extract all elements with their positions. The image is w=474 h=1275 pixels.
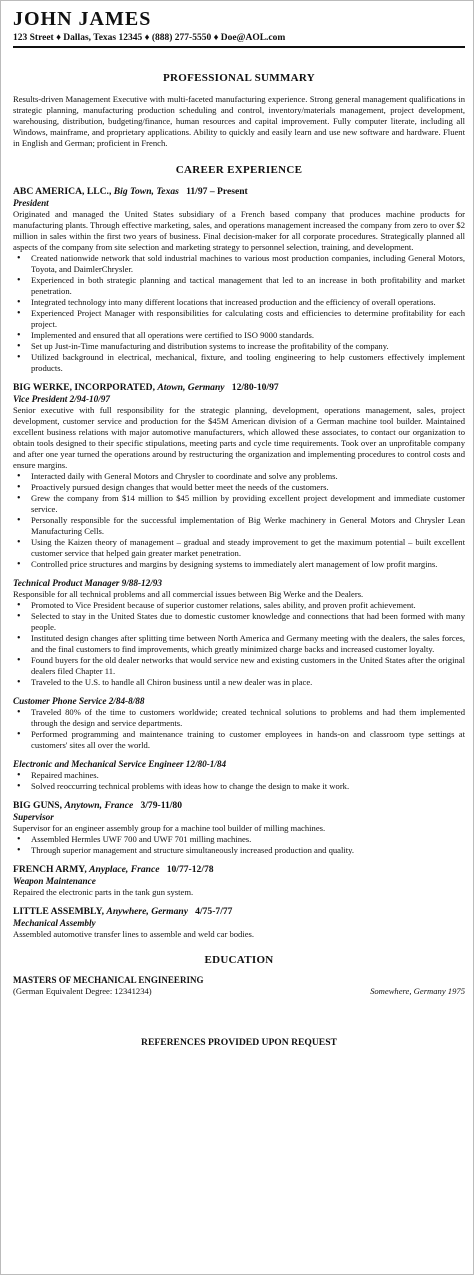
list-item: • Implemented and ensured that all operations were certified to ISO 9000 standards. [31,330,465,341]
list-item: • Traveled 80% of the time to customers worldwide; created technical solutions to problems and had them implemented through the design and service departments. [31,707,465,729]
sub-role-service-engineer: Electronic and Mechanical Service Engineer 12/80-1/84 [13,759,227,769]
job-location: Anytown, France [64,800,134,811]
list-item: • Performed programming and maintenance training to customer employees in hands-on and classroom type settings at customers' sites all over the world. [31,729,465,751]
job-header [13,382,465,394]
education-heading: EDUCATION [204,954,274,966]
job-french-army [13,864,465,898]
job-big-guns [13,800,465,856]
list-item: • Promoted to Vice President because of superior customer relations, sales ability, and proven profit achievement. [31,600,465,611]
list-item: • Created nationwide network that sold industrial machines to various most production companies, including General Motors, Toyota, and DaimlerChrysler. [31,253,465,275]
job-dates: 11/97 – Present [186,186,248,197]
sub-role-bullets [13,707,465,751]
degree-equivalent: (German Equivalent Degree: 12341234) [13,986,152,996]
job-location: Anyplace, France [89,864,160,875]
job-role: Weapon Maintenance [13,876,96,886]
job-header [13,864,465,876]
degree-name: MASTERS OF MECHANICAL ENGINEERING [13,975,204,985]
list-item: • Integrated technology into many different locations that increased production and the efficiency of overall operations. [31,297,465,308]
list-item: • Interacted daily with General Motors and Chrysler to coordinate and solve any problems. [31,471,465,482]
references-note: REFERENCES PROVIDED UPON REQUEST [141,1037,337,1048]
sub-role-description: Responsible for all technical problems and all commercial issues between Big Werke and the Dealers. [13,589,364,599]
job-bullets [13,471,465,570]
list-item: • Solved reoccurring technical problems with ideas how to change the design to make it work. [31,781,465,792]
job-header [13,186,465,198]
list-item: • Controlled price structures and margins by designing systems to immediately alert management of low profit margins. [31,559,465,570]
list-item: • Instituted design changes after splitting time between North America and Germany meeting with the dealers, the sales forces, and the final customers to find improvements, which greatly minimized charge backs and increased customer loyalty. [31,633,465,655]
job-location: Big Town, Texas [113,186,179,197]
company-name: LITTLE ASSEMBLY, [13,906,105,917]
job-description: Originated and managed the United States subsidiary of a French based company that produces machine products for manufacturing plants. Through effective marketing, sales, and operations management increased the company from zero to over $2 million in sales within the first two years of business. Final decision-maker for all corporate procedures. Strategically planned all aspects of the company from site selection and marketing strategy to personnel selection, training, and development. [13,209,465,252]
job-description: Repaired the electronic parts in the tank gun system. [13,887,194,897]
job-role: President [13,198,49,208]
sub-role-bullets [13,770,465,792]
summary-heading: PROFESSIONAL SUMMARY [163,72,315,84]
sub-role-bullets [13,600,465,688]
job-abc-america [13,186,465,374]
job-dates: 10/77-12/78 [166,864,214,875]
job-description: Assembled automotive transfer lines to assemble and weld car bodies. [13,929,255,939]
list-item: • Experienced Project Manager with responsibilities for calculating costs and efficiencies to determine profitability for each project. [31,308,465,330]
contact-line: 123 Street ♦ Dallas, Texas 12345 ♦ (888) 277-5550 ♦ Doe@AOL.com [13,32,465,48]
company-name: BIG WERKE, INCORPORATED, [13,382,155,393]
candidate-name: JOHN JAMES [13,8,152,30]
job-description: Supervisor for an engineer assembly group for a machine tool builder of milling machines. [13,823,326,833]
company-name: FRENCH ARMY, [13,864,87,875]
resume-content [13,7,465,1048]
experience-heading: CAREER EXPERIENCE [175,164,303,176]
job-bullets [13,834,465,856]
job-role: Vice President 2/94-10/97 [13,394,110,404]
list-item: • Personally responsible for the successful implementation of Big Werke machinery in General Motors and Chrysler Lean Manufacturing Cells. [31,515,465,537]
sub-role-technical-product-manager: Technical Product Manager 9/88-12/93 [13,578,162,588]
degree-place-year: Somewhere, Germany 1975 [370,986,465,996]
list-item: • Through superior management and structure simultaneously increased production and quality. [31,845,465,856]
list-item: • Experienced in both strategic planning and tactical management that led to an increase in both profitability and market penetration. [31,275,465,297]
list-item: • Traveled to the U.S. to handle all Chiron business until a new dealer was in place. [31,677,465,688]
job-location: Atown, Germany [157,382,225,393]
job-dates: 12/80-10/97 [231,382,279,393]
company-name: BIG GUNS, [13,800,63,811]
job-header [13,800,465,812]
job-role: Mechanical Assembly [13,918,96,928]
job-big-werke [13,382,465,792]
list-item: • Assembled Hermles UWF 700 and UWF 701 milling machines. [31,834,465,845]
list-item: • Proactively pursued design changes that would better meet the needs of the customers. [31,482,465,493]
list-item: • Using the Kaizen theory of management – gradual and steady improvement to get the maximum potential – built excellent customer service that helped gain greater market penetration. [31,537,465,559]
list-item: • Grew the company from $14 million to $45 million by providing excellent project development and immediate customer service. [31,493,465,515]
job-little-assembly [13,906,465,940]
list-item: • Repaired machines. [31,770,465,781]
job-role: Supervisor [13,812,54,822]
job-dates: 4/75-7/77 [195,906,233,917]
list-item: • Selected to stay in the United States due to domestic customer knowledge and connections that had been formed with many people. [31,611,465,633]
list-item: • Utilized background in electrical, mechanical, fixture, and tooling engineering to help customers effectively implement products. [31,352,465,374]
job-header [13,906,465,918]
sub-role-customer-phone-service: Customer Phone Service 2/84-8/88 [13,696,145,706]
summary-text: Results-driven Management Executive with multi-faceted manufacturing experience. Strong general management qualifications in strategic planning, manufacturing production scheduling and control, inventory/materials management, project development, warehousing, distribution, budgeting/finance, human resources and capital improvement. Fully computer literate, including all Windows, mainframe, and proprietary applications. Ability to quickly and easily learn and use new software and hardware. Fluent in English and German; proficient in French. [13,94,465,148]
job-dates: 3/79-11/80 [140,800,183,811]
job-location: Anywhere, Germany [106,906,188,917]
list-item: • Set up Just-in-Time manufacturing and distribution systems to increase the profitability of the company. [31,341,465,352]
degree-details [13,986,465,997]
job-description: Senior executive with full responsibility for the strategic planning, development, operations management, sales, project development, customer service and production for the $45M American division of a German machine tool builder. Maintained excellent business relations with major automotive manufacturers, which allowed these associates, to contact our organization to obtain tools designed to their specific stipulations, meeting parts and cycle time requirements. Took over an unprofitable company and after one year turned the operations around by restructuring the organization and implementing procedures to control costs and ensure margins. [13,405,465,470]
company-name: ABC AMERICA, LLC., [13,186,112,197]
job-bullets [13,253,465,374]
list-item: • Found buyers for the old dealer networks that would service new and existing customers in the United States after the original dealers filed Chapter 11. [31,655,465,677]
